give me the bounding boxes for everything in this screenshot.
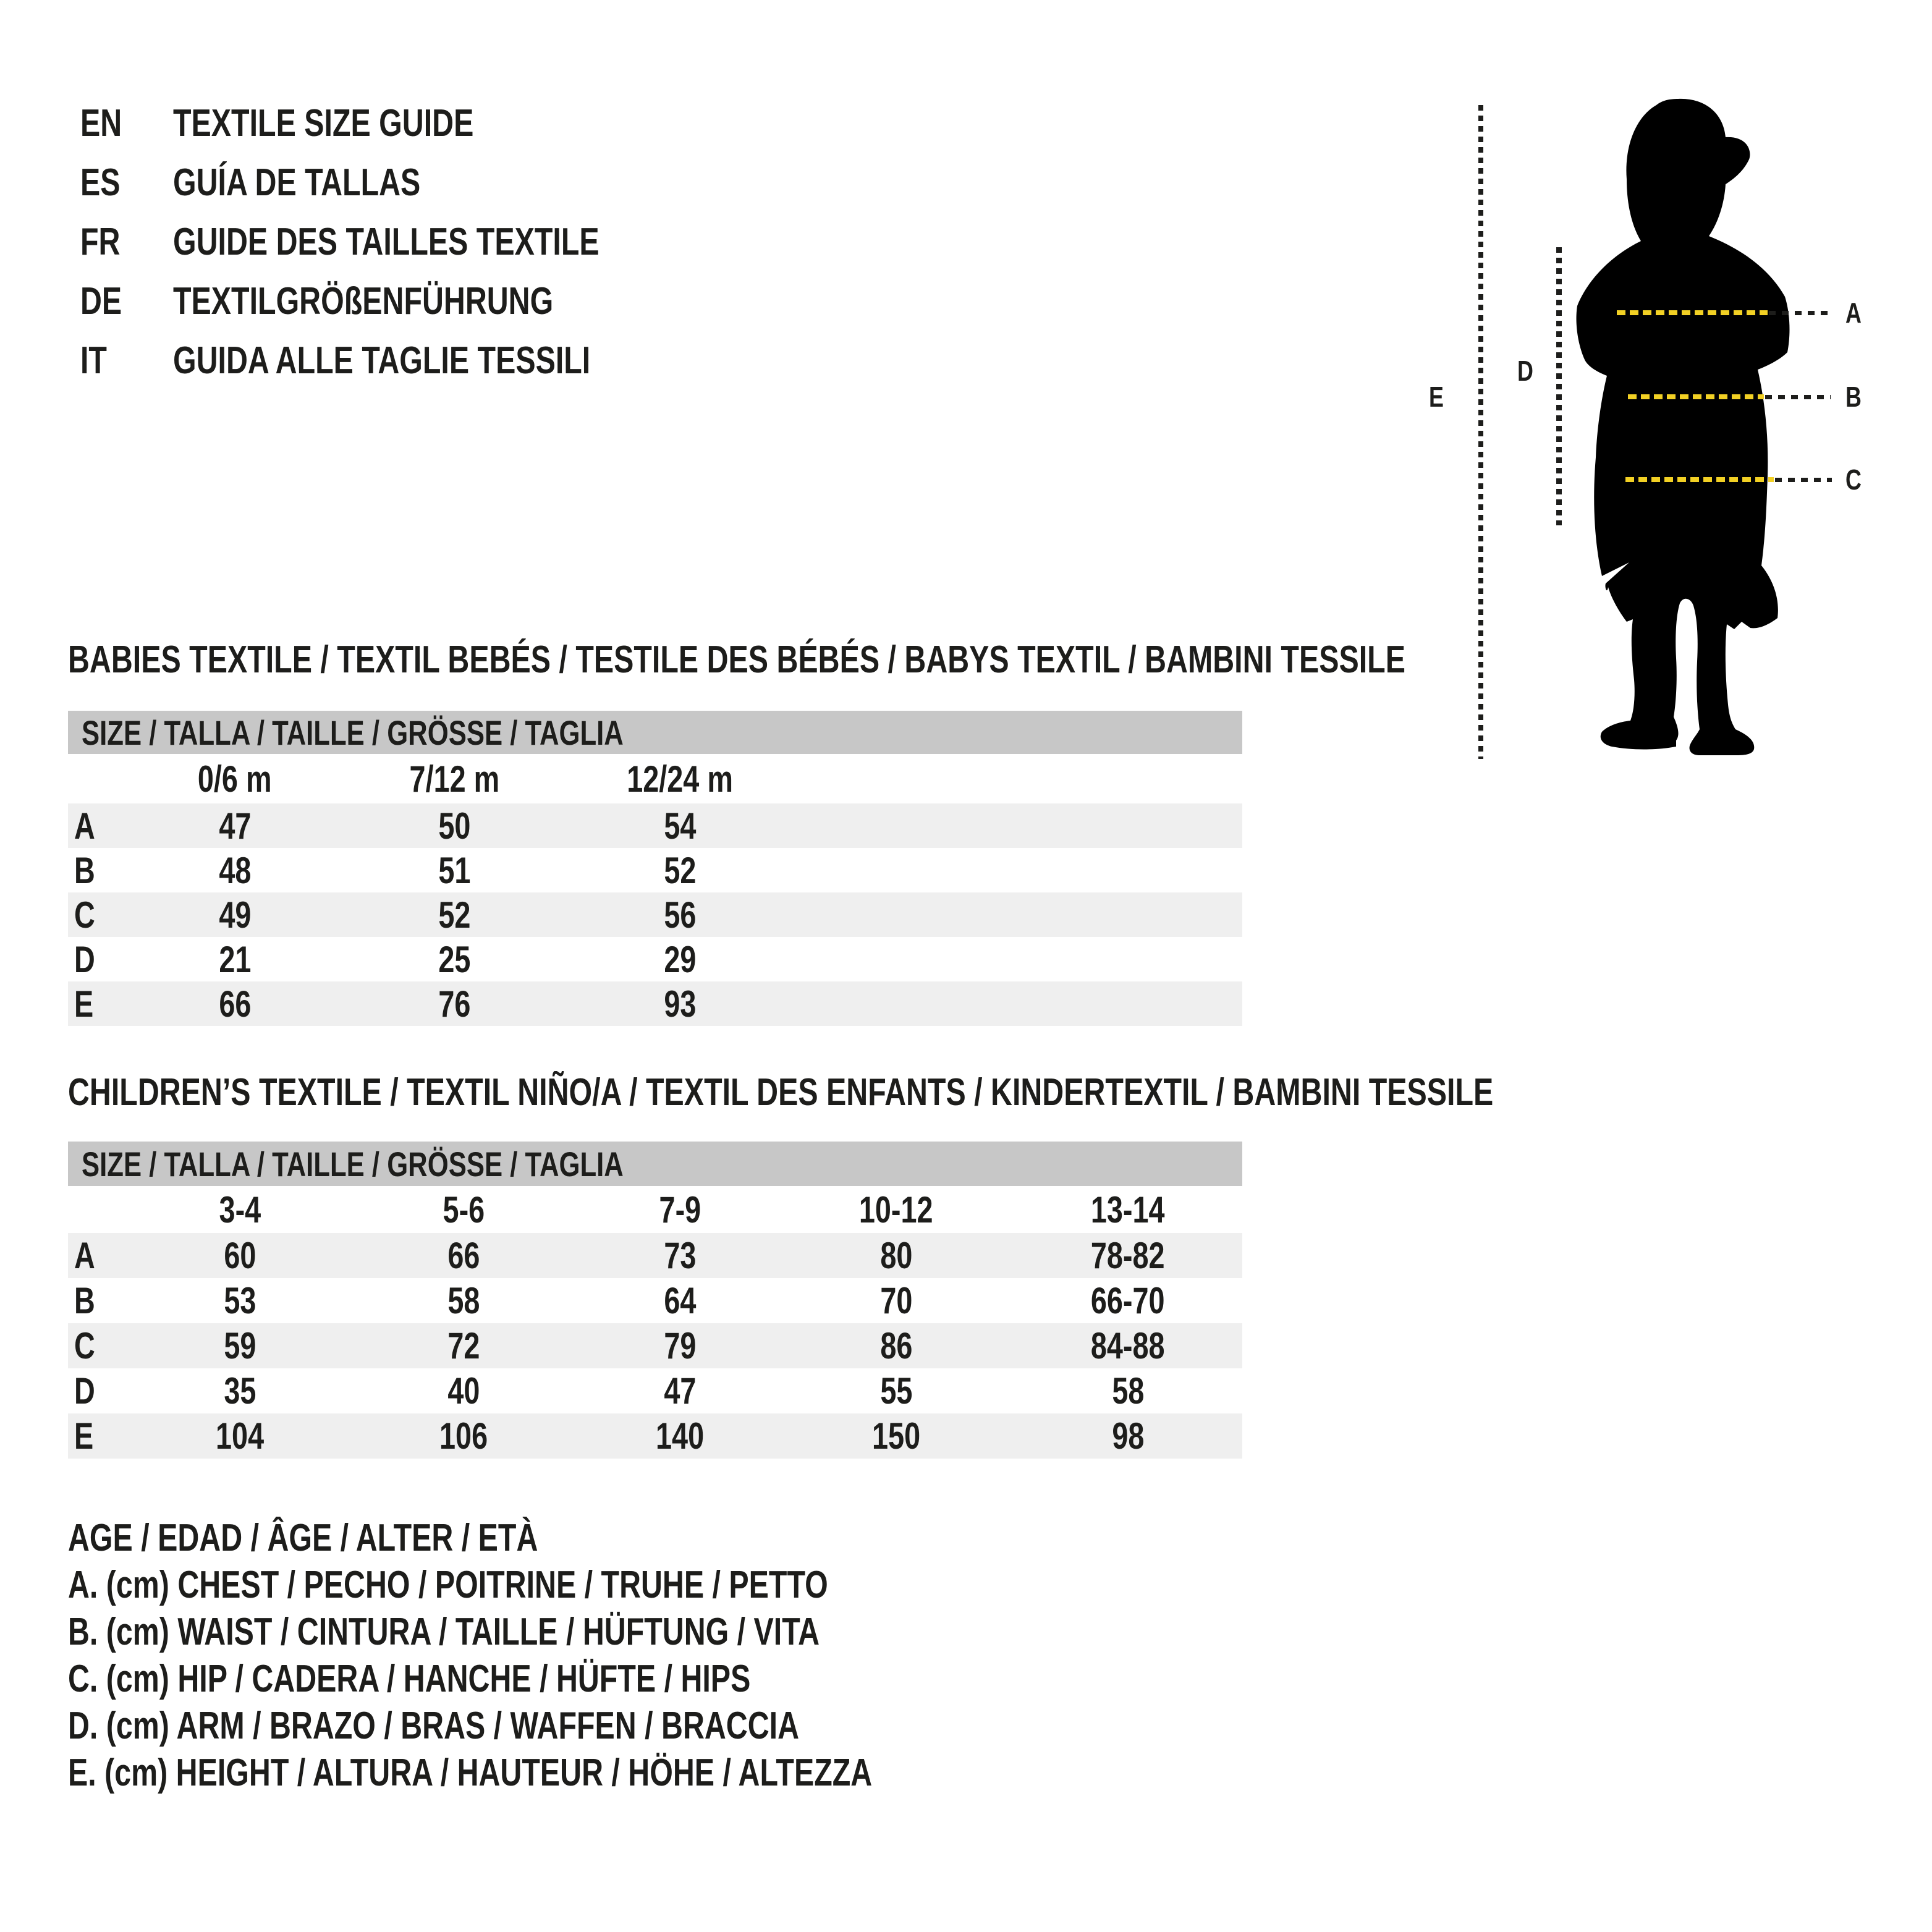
row-label-text: D bbox=[74, 1370, 95, 1412]
children-section-title bbox=[68, 1071, 1896, 1114]
size-cell-text: 66 bbox=[218, 983, 252, 1025]
size-cell-text: 47 bbox=[663, 1370, 697, 1412]
children-size-header-bar bbox=[68, 1142, 1242, 1186]
table-row-a bbox=[68, 803, 1242, 848]
size-cell-text: 86 bbox=[879, 1325, 913, 1366]
row-label-text: D bbox=[74, 938, 95, 980]
size-cell bbox=[155, 1324, 325, 1367]
lang-title: TEXTILE SIZE GUIDE bbox=[173, 101, 474, 145]
size-cell-text: 21 bbox=[218, 938, 252, 980]
measure-label-b bbox=[1845, 383, 1866, 411]
size-cell bbox=[593, 894, 766, 936]
lang-title: GUIDE DES TAILLES TEXTILE bbox=[173, 220, 600, 263]
measure-label-c-text: C bbox=[1845, 464, 1862, 496]
row-label-text: C bbox=[74, 894, 95, 936]
lang-title: TEXTILGRÖßENFÜHRUNG bbox=[173, 279, 554, 323]
size-cell-text: 47 bbox=[218, 805, 252, 847]
babies-size-header-bar bbox=[68, 711, 1242, 754]
column-header bbox=[1035, 1188, 1221, 1231]
size-cell bbox=[593, 983, 766, 1025]
size-cell-text: 29 bbox=[663, 938, 697, 980]
arm-measure-dotted-line bbox=[1556, 247, 1562, 525]
row-label-text: C bbox=[74, 1325, 95, 1366]
row-label bbox=[68, 983, 155, 1025]
size-cell bbox=[1035, 1324, 1221, 1367]
measurement-legend bbox=[68, 1514, 1099, 1796]
size-cell bbox=[602, 1370, 758, 1412]
size-cell bbox=[758, 1324, 1035, 1367]
size-cell-text: 98 bbox=[1111, 1415, 1145, 1457]
size-cell-text: 25 bbox=[438, 938, 471, 980]
table-row-c bbox=[68, 892, 1242, 937]
size-cell bbox=[758, 1370, 1035, 1412]
size-cell bbox=[325, 1279, 602, 1322]
legend-line-hip bbox=[68, 1655, 1099, 1702]
row-label bbox=[68, 1370, 155, 1412]
size-cell-text: 150 bbox=[871, 1415, 921, 1457]
size-cell-text: 51 bbox=[438, 849, 471, 891]
size-cell bbox=[602, 1324, 758, 1367]
column-header bbox=[315, 758, 593, 800]
measure-label-d-text: D bbox=[1517, 355, 1533, 387]
row-label bbox=[68, 1234, 155, 1277]
row-label-text: E bbox=[74, 1415, 94, 1457]
legend-text: D. (cm) ARM / BRAZO / BRAS / WAFFEN / BRACCIA bbox=[68, 1704, 800, 1747]
size-cell bbox=[593, 938, 766, 981]
babies-size-table bbox=[68, 711, 1242, 1026]
row-label bbox=[68, 894, 155, 936]
lang-code-text: EN bbox=[80, 101, 122, 145]
size-cell-text: 55 bbox=[879, 1370, 913, 1412]
legend-text: AGE / EDAD / ÂGE / ALTER / ETÀ bbox=[68, 1516, 538, 1559]
row-label-text: A bbox=[74, 1235, 95, 1276]
legend-text: B. (cm) WAIST / CINTURA / TAILLE / HÜFTUNG / VITA bbox=[68, 1610, 820, 1653]
measure-label-d bbox=[1517, 357, 1538, 385]
size-cell-text: 56 bbox=[663, 894, 697, 936]
babies-size-header-text: SIZE / TALLA / TAILLE / GRÖSSE / TAGLIA bbox=[82, 713, 624, 752]
babies-section-title bbox=[68, 638, 1782, 681]
column-header-text: 10-12 bbox=[859, 1188, 933, 1231]
row-label bbox=[68, 849, 155, 892]
column-header bbox=[155, 758, 315, 800]
row-label-text: B bbox=[74, 849, 95, 891]
size-cell-text: 64 bbox=[663, 1280, 697, 1321]
table-row-c bbox=[68, 1323, 1242, 1368]
size-cell bbox=[155, 1279, 325, 1322]
lang-code bbox=[80, 279, 173, 323]
lang-title: GUIDA ALLE TAGLIE TESSILI bbox=[173, 339, 591, 382]
size-cell bbox=[315, 894, 593, 936]
chest-line-yellow bbox=[1617, 310, 1768, 315]
size-cell bbox=[325, 1324, 602, 1367]
lang-code bbox=[80, 161, 173, 205]
size-cell bbox=[315, 983, 593, 1025]
column-header-text: 13-14 bbox=[1091, 1188, 1165, 1231]
size-cell bbox=[155, 1415, 325, 1457]
legend-line-chest bbox=[68, 1561, 1099, 1608]
size-cell bbox=[155, 983, 315, 1025]
size-cell bbox=[325, 1415, 602, 1457]
size-cell bbox=[155, 805, 315, 847]
size-cell-text: 53 bbox=[223, 1280, 256, 1321]
measure-label-e bbox=[1429, 383, 1448, 411]
table-row-e bbox=[68, 1413, 1242, 1459]
size-cell bbox=[758, 1415, 1035, 1457]
children-size-header-text: SIZE / TALLA / TAILLE / GRÖSSE / TAGLIA bbox=[82, 1144, 624, 1184]
size-cell-text: 54 bbox=[663, 805, 697, 847]
row-label bbox=[68, 1415, 155, 1457]
size-cell-text: 70 bbox=[879, 1280, 913, 1321]
size-cell-text: 76 bbox=[438, 983, 471, 1025]
column-header bbox=[758, 1188, 1035, 1231]
lang-code-text: DE bbox=[80, 279, 122, 323]
measure-label-e-text: E bbox=[1429, 381, 1444, 413]
size-cell-text: 93 bbox=[663, 983, 697, 1025]
chest-line-leader bbox=[1769, 311, 1831, 315]
size-cell bbox=[602, 1279, 758, 1322]
column-header bbox=[325, 1188, 602, 1231]
size-cell-text: 59 bbox=[223, 1325, 256, 1366]
lang-code-text: FR bbox=[80, 220, 121, 263]
size-cell bbox=[315, 938, 593, 981]
measure-label-b-text: B bbox=[1845, 381, 1862, 413]
size-cell-text: 58 bbox=[1111, 1370, 1145, 1412]
legend-text: C. (cm) HIP / CADERA / HANCHE / HÜFTE / HIPS bbox=[68, 1657, 751, 1700]
column-header-text: 7/12 m bbox=[409, 758, 499, 800]
legend-line-waist bbox=[68, 1608, 1099, 1655]
column-header-text: 7-9 bbox=[659, 1188, 701, 1231]
column-header-text: 3-4 bbox=[219, 1188, 261, 1231]
size-cell bbox=[325, 1370, 602, 1412]
lang-code bbox=[80, 220, 173, 264]
lang-code bbox=[80, 101, 173, 145]
lang-title: GUÍA DE TALLAS bbox=[173, 161, 421, 204]
size-cell-text: 40 bbox=[447, 1370, 480, 1412]
size-cell-text: 50 bbox=[438, 805, 471, 847]
row-label-text: E bbox=[74, 983, 94, 1025]
row-label-text: A bbox=[74, 805, 95, 847]
size-cell bbox=[593, 849, 766, 892]
measure-label-c bbox=[1845, 465, 1866, 494]
lang-row-en bbox=[80, 93, 719, 153]
size-cell bbox=[1035, 1234, 1221, 1277]
size-cell-text: 84-88 bbox=[1091, 1325, 1165, 1366]
row-label bbox=[68, 1324, 155, 1367]
children-size-table bbox=[68, 1142, 1242, 1459]
legend-line-age bbox=[68, 1514, 1099, 1561]
size-cell bbox=[1035, 1370, 1221, 1412]
column-header bbox=[602, 1188, 758, 1231]
lang-row-it bbox=[80, 331, 719, 390]
size-cell-text: 106 bbox=[439, 1415, 488, 1457]
size-cell bbox=[758, 1279, 1035, 1322]
size-cell-text: 72 bbox=[447, 1325, 480, 1366]
children-column-header-row bbox=[68, 1186, 1242, 1233]
size-cell-text: 104 bbox=[215, 1415, 265, 1457]
size-cell bbox=[602, 1234, 758, 1277]
babies-section-title-text: BABIES TEXTILE / TEXTIL BEBÉS / TESTILE DES BÉBÉS / BABYS TEXTIL / BAMBINI TESSILE bbox=[68, 638, 1405, 681]
size-cell-text: 78-82 bbox=[1091, 1235, 1165, 1276]
size-cell-text: 140 bbox=[655, 1415, 705, 1457]
size-cell bbox=[325, 1234, 602, 1277]
size-cell-text: 66 bbox=[447, 1235, 480, 1276]
size-cell-text: 52 bbox=[438, 894, 471, 936]
size-cell-text: 49 bbox=[218, 894, 252, 936]
measure-label-a-text: A bbox=[1845, 297, 1862, 329]
legend-text: E. (cm) HEIGHT / ALTURA / HAUTEUR / HÖHE / ALTEZZA bbox=[68, 1751, 873, 1794]
waist-line-leader bbox=[1765, 395, 1831, 399]
size-cell-text: 60 bbox=[223, 1235, 256, 1276]
legend-line-arm bbox=[68, 1702, 1099, 1749]
column-header bbox=[155, 1188, 325, 1231]
size-cell bbox=[155, 1234, 325, 1277]
row-label bbox=[68, 805, 155, 847]
table-row-d bbox=[68, 937, 1242, 981]
row-label bbox=[68, 1279, 155, 1322]
size-cell-text: 66-70 bbox=[1091, 1280, 1165, 1321]
size-cell bbox=[315, 849, 593, 892]
table-row-b bbox=[68, 1278, 1242, 1323]
hip-line-leader bbox=[1775, 478, 1832, 482]
column-header-text: 5-6 bbox=[443, 1188, 485, 1231]
size-cell bbox=[1035, 1279, 1221, 1322]
size-cell bbox=[602, 1415, 758, 1457]
table-row-a bbox=[68, 1233, 1242, 1278]
lang-code bbox=[80, 339, 173, 383]
row-label bbox=[68, 938, 155, 981]
row-label-text: B bbox=[74, 1280, 95, 1321]
children-section-title-text: CHILDREN’S TEXTILE / TEXTIL NIÑO/A / TEXTIL DES ENFANTS / KINDERTEXTIL / BAMBINI TESSILE bbox=[68, 1071, 1494, 1114]
lang-code-text: IT bbox=[80, 339, 107, 382]
size-cell-text: 52 bbox=[663, 849, 697, 891]
lang-row-de bbox=[80, 271, 719, 331]
legend-text: A. (cm) CHEST / PECHO / POITRINE / TRUHE / PETTO bbox=[68, 1563, 828, 1606]
column-header-text: 12/24 m bbox=[627, 758, 733, 800]
size-cell bbox=[593, 805, 766, 847]
size-cell-text: 80 bbox=[879, 1235, 913, 1276]
measure-label-a bbox=[1845, 299, 1866, 327]
size-cell-text: 58 bbox=[447, 1280, 480, 1321]
language-header bbox=[80, 93, 719, 390]
table-row-d bbox=[68, 1368, 1242, 1413]
size-cell bbox=[315, 805, 593, 847]
table-row-e bbox=[68, 981, 1242, 1026]
size-cell bbox=[155, 938, 315, 981]
size-cell-text: 35 bbox=[223, 1370, 256, 1412]
size-cell bbox=[758, 1234, 1035, 1277]
size-cell-text: 73 bbox=[663, 1235, 697, 1276]
lang-row-es bbox=[80, 153, 719, 212]
waist-line-yellow bbox=[1628, 394, 1764, 399]
babies-column-header-row bbox=[68, 754, 1242, 803]
size-cell bbox=[155, 1370, 325, 1412]
size-cell-text: 48 bbox=[218, 849, 252, 891]
lang-row-fr bbox=[80, 212, 719, 271]
table-row-b bbox=[68, 848, 1242, 892]
size-cell-text: 79 bbox=[663, 1325, 697, 1366]
size-cell bbox=[155, 894, 315, 936]
column-header-text: 0/6 m bbox=[198, 758, 272, 800]
hip-line-yellow bbox=[1625, 477, 1774, 482]
legend-line-height bbox=[68, 1749, 1099, 1796]
column-header bbox=[593, 758, 766, 800]
size-cell bbox=[1035, 1415, 1221, 1457]
size-cell bbox=[155, 849, 315, 892]
lang-code-text: ES bbox=[80, 161, 121, 204]
